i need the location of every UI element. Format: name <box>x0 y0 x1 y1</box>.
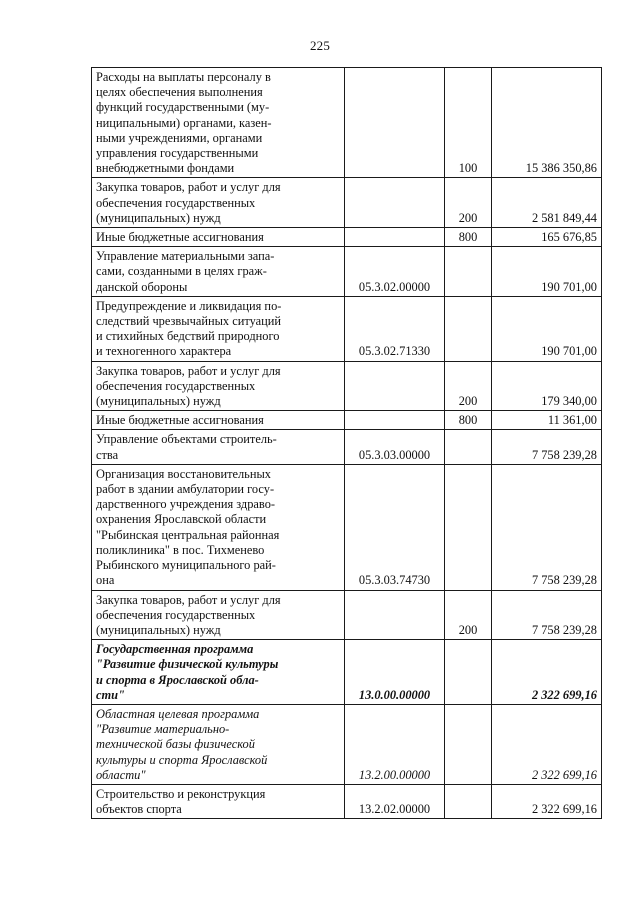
row-name-line: обеспечения государственных <box>96 195 256 210</box>
table-row <box>92 247 602 297</box>
row-name-line: функций государственными (му- <box>96 100 270 115</box>
row-name-line: "Развитие материально- <box>96 722 230 737</box>
row-name-line: технической базы физической <box>96 737 255 752</box>
row-name-line: ниципальными) органами, казен- <box>96 115 272 130</box>
row-sum-cell: 7 758 239,28 <box>492 464 602 590</box>
row-name-cell <box>92 68 345 178</box>
row-name-line: Иные бюджетные ассигнования <box>96 413 264 428</box>
row-type-cell <box>445 704 492 784</box>
row-name-line: (муниципальных) нужд <box>96 622 221 637</box>
page-number: 225 <box>309 38 331 53</box>
row-name-line: целях обеспечения выполнения <box>96 85 263 100</box>
row-code-cell <box>345 228 445 247</box>
table-row <box>92 784 602 818</box>
row-name-cell <box>92 411 345 430</box>
row-name-cell <box>92 704 345 784</box>
row-sum-cell: 15 386 350,86 <box>492 68 602 178</box>
table-row <box>92 361 602 411</box>
row-name-line: Государственная программа <box>96 642 254 657</box>
row-name-line: ными учреждениями, органами <box>96 130 263 145</box>
row-name-line: обеспечения государственных <box>96 607 256 622</box>
row-type-cell: 800 <box>445 228 492 247</box>
row-code-cell: 05.3.03.00000 <box>345 430 445 464</box>
row-code-cell <box>345 361 445 411</box>
row-sum-cell: 2 322 699,16 <box>492 640 602 705</box>
row-name-line: и спорта в Ярославской обла- <box>96 672 259 687</box>
table-row <box>92 640 602 705</box>
table-row <box>92 430 602 464</box>
row-sum-cell: 2 581 849,44 <box>492 178 602 228</box>
row-name-cell <box>92 640 345 705</box>
row-name-cell <box>92 296 345 361</box>
row-name-line: (муниципальных) нужд <box>96 210 221 225</box>
row-type-cell: 100 <box>445 68 492 178</box>
row-sum-cell: 11 361,00 <box>492 411 602 430</box>
row-name-line: объектов спорта <box>96 802 182 817</box>
row-name-line: Закупка товаров, работ и услуг для <box>96 363 281 378</box>
row-code-cell <box>345 411 445 430</box>
row-code-cell: 05.3.02.71330 <box>345 296 445 361</box>
row-name-line: Иные бюджетные ассигнования <box>96 230 264 245</box>
row-type-cell <box>445 247 492 297</box>
row-name-cell <box>92 178 345 228</box>
row-name-line: Расходы на выплаты персоналу в <box>96 70 271 84</box>
table-row <box>92 590 602 640</box>
row-name-line: следствий чрезвычайных ситуаций <box>96 314 282 329</box>
row-code-cell <box>345 68 445 178</box>
table-row <box>92 704 602 784</box>
row-sum-cell: 190 701,00 <box>492 296 602 361</box>
row-name-cell <box>92 464 345 590</box>
row-code-cell <box>345 590 445 640</box>
table-row <box>92 178 602 228</box>
row-sum-cell: 7 758 239,28 <box>492 430 602 464</box>
table-row <box>92 68 602 178</box>
row-code-cell <box>345 178 445 228</box>
row-name-line: обеспечения государственных <box>96 378 256 393</box>
row-name-line: (муниципальных) нужд <box>96 394 221 409</box>
row-sum-cell: 165 676,85 <box>492 228 602 247</box>
row-name-line: и стихийных бедствий природного <box>96 329 280 344</box>
row-name-line: работ в здании амбулатории госу- <box>96 482 275 497</box>
budget-table-body <box>92 68 602 819</box>
row-code-cell: 05.3.02.00000 <box>345 247 445 297</box>
row-name-cell <box>92 247 345 297</box>
row-type-cell: 800 <box>445 411 492 430</box>
row-name-line: поликлиника" в пос. Тихменево <box>96 542 265 557</box>
row-code-cell: 13.0.00.00000 <box>345 640 445 705</box>
row-name-line: "Рыбинская центральная районная <box>96 527 280 542</box>
row-name-line: культуры и спорта Ярославской <box>96 752 268 767</box>
row-name-line: и техногенного характера <box>96 344 232 359</box>
row-code-cell: 05.3.03.74730 <box>345 464 445 590</box>
row-type-cell <box>445 296 492 361</box>
table-row <box>92 228 602 247</box>
row-name-line: Управление объектами строитель- <box>96 432 277 447</box>
row-type-cell <box>445 640 492 705</box>
row-name-line: Областная целевая программа <box>96 706 260 721</box>
row-sum-cell: 190 701,00 <box>492 247 602 297</box>
row-name-line: данской обороны <box>96 279 188 294</box>
row-name-line: она <box>96 573 115 588</box>
row-name-line: Предупреждение и ликвидация по- <box>96 298 282 313</box>
row-name-cell <box>92 430 345 464</box>
row-type-cell: 200 <box>445 361 492 411</box>
row-name-line: Организация восстановительных <box>96 466 271 481</box>
row-type-cell <box>445 784 492 818</box>
row-name-line: внебюджетными фондами <box>96 161 235 176</box>
row-code-cell: 13.2.00.00000 <box>345 704 445 784</box>
row-type-cell <box>445 430 492 464</box>
row-name-line: охранения Ярославской области <box>96 512 267 527</box>
row-type-cell: 200 <box>445 178 492 228</box>
row-type-cell <box>445 464 492 590</box>
row-name-line: Строительство и реконструкция <box>96 786 266 801</box>
row-name-line: сти" <box>96 687 125 702</box>
table-row <box>92 411 602 430</box>
row-name-line: дарственного учреждения здраво- <box>96 497 276 512</box>
row-name-cell <box>92 590 345 640</box>
row-sum-cell: 7 758 239,28 <box>492 590 602 640</box>
row-name-line: Управление материальными запа- <box>96 249 275 264</box>
row-name-cell <box>92 361 345 411</box>
row-sum-cell: 2 322 699,16 <box>492 704 602 784</box>
row-name-cell <box>92 784 345 818</box>
row-name-line: "Развитие физической культуры <box>96 657 279 672</box>
row-name-line: Рыбинского муниципального рай- <box>96 558 276 573</box>
row-sum-cell: 2 322 699,16 <box>492 784 602 818</box>
row-name-line: Закупка товаров, работ и услуг для <box>96 592 281 607</box>
row-sum-cell: 179 340,00 <box>492 361 602 411</box>
budget-table <box>91 67 602 819</box>
row-name-line: управления государственными <box>96 146 259 161</box>
row-name-line: Закупка товаров, работ и услуг для <box>96 180 281 195</box>
row-name-line: ства <box>96 447 119 462</box>
table-row <box>92 464 602 590</box>
row-type-cell: 200 <box>445 590 492 640</box>
row-name-line: области" <box>96 767 146 782</box>
row-name-line: сами, созданными в целях граж- <box>96 264 267 279</box>
row-name-cell <box>92 228 345 247</box>
row-code-cell: 13.2.02.00000 <box>345 784 445 818</box>
table-row <box>92 296 602 361</box>
